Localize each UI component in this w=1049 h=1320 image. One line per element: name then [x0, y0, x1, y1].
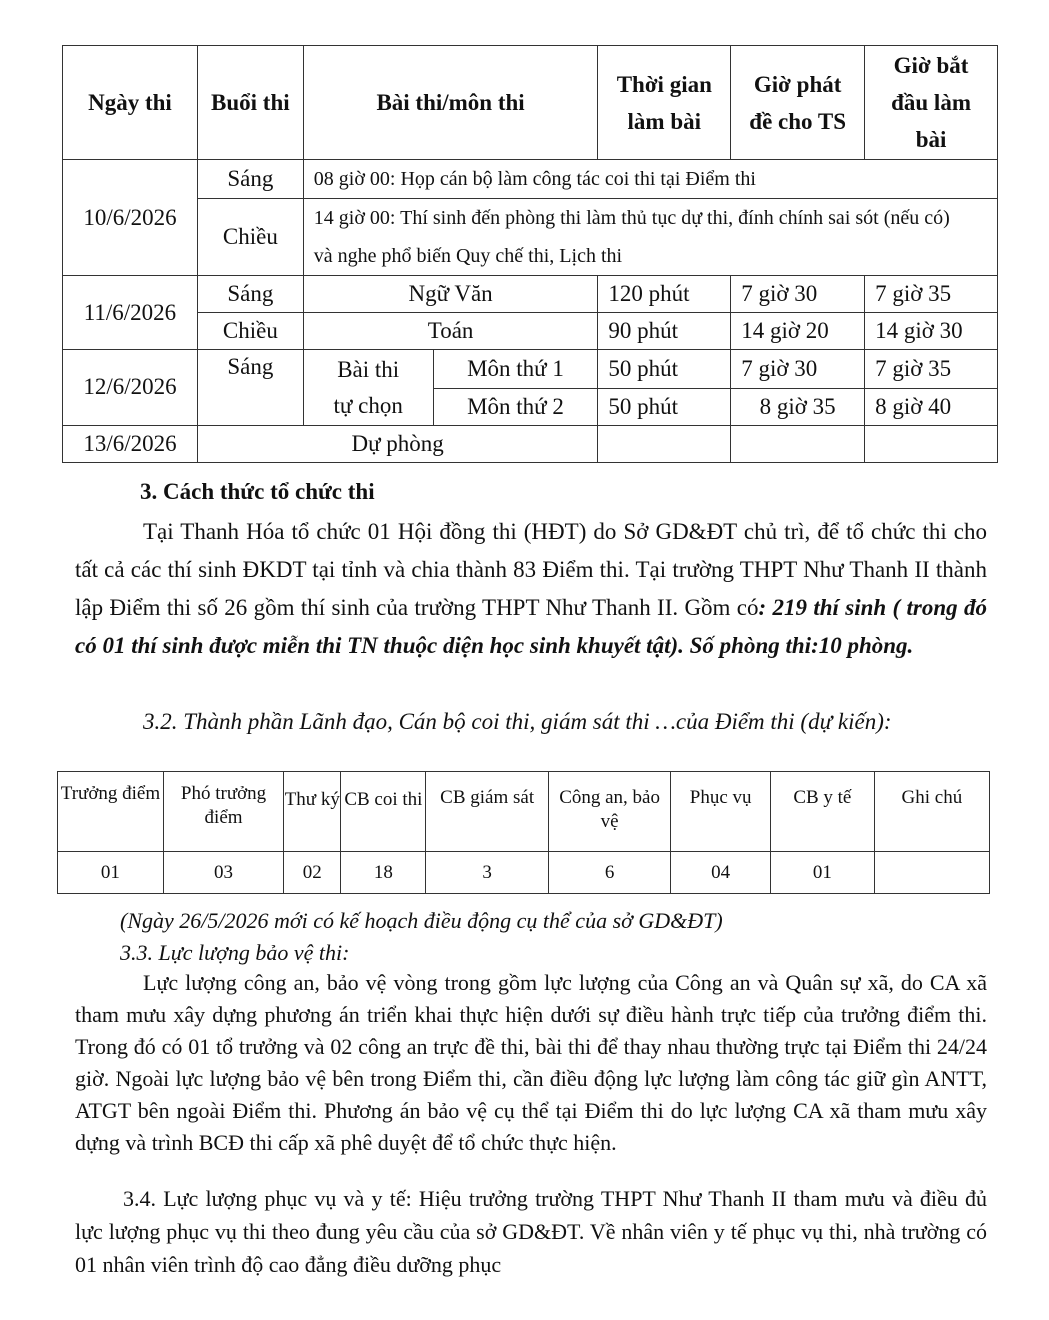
table-row: [63, 160, 998, 199]
staff-value: [874, 852, 989, 894]
empty-cell: [865, 425, 998, 462]
header-give-time: Giờ phát đề cho TS: [731, 46, 865, 160]
start-time-cell: 8 giờ 40: [865, 388, 998, 425]
schedule-header-row: [63, 46, 998, 160]
note-cell: 14 giờ 00: Thí sinh đến phòng thi làm thủ tục dự thi, đính chính sai sót (nếu có): [303, 199, 997, 238]
subject-cell: Môn thứ 1: [433, 350, 598, 389]
start-time-cell: 14 giờ 30: [865, 313, 998, 350]
staff-note: (Ngày 26/5/2026 mới có kế hoạch điều động cụ thể của sở GD&ĐT): [120, 908, 723, 933]
exam-schedule-table: [62, 45, 998, 463]
duration-cell: 50 phút: [598, 350, 731, 389]
staff-value: 18: [341, 852, 426, 894]
section-3-3-paragraph: Lực lượng công an, bảo vệ vòng trong gồm lực lượng của Công an và Quân sự xã, do CA xã tham mưu xây dựng phương án triển khai thực hiện dưới sự điều hành trực tiếp của trưởng điểm thi. Trong đó có 01 tổ trưởng và 02 công an trực đề thi, bài thi để thay nhau thường trực tại Điểm thi 24/24 giờ. Ngoài lực lượng bảo vệ bên trong Điểm thi, cần điều động lực lượng làm công tác giữ gìn ANTT, ATGT bên ngoài Điểm thi. Phương án bảo vệ cụ thể tại Điểm thi do lực lượng CA xã tham mưu xây dựng và trình BCĐ thi cấp xã phê duyệt để tổ chức thực hiện.: [75, 970, 987, 1155]
session-cell: Sáng: [197, 350, 303, 426]
date-cell: 13/6/2026: [63, 425, 198, 462]
header-note: Ghi chú: [874, 772, 989, 852]
section-3-title: 3. Cách thức tổ chức thi: [140, 479, 375, 504]
header-supervisor: CB giám sát: [426, 772, 548, 852]
give-time-cell: 14 giờ 20: [731, 313, 865, 350]
section-3-2-title: 3.2. Thành phần Lãnh đạo, Cán bộ coi thi, giám sát thi …của Điểm thi (dự kiến):: [143, 709, 892, 734]
header-medical: CB y tế: [770, 772, 874, 852]
note-cell: và nghe phổ biến Quy chế thi, Lịch thi: [303, 237, 997, 276]
give-time-cell: 7 giờ 30: [731, 350, 865, 389]
staff-value: 03: [163, 852, 283, 894]
start-time-cell: 7 giờ 35: [865, 276, 998, 313]
group-cell: tự chọn: [303, 388, 433, 425]
table-row: [63, 313, 998, 350]
date-cell: 11/6/2026: [63, 276, 198, 350]
section-3-4-paragraph: 3.4. Lực lượng phục vụ và y tế: Hiệu trưởng trường THPT Như Thanh II tham mưu và điều đủ lực lượng phục vụ thi theo đung yêu cầu của sở GD&ĐT. Về nhân viên y tế phục vụ thi, nhà trường có 01 nhân viên trình độ cao đẳng điều dưỡng phục: [75, 1186, 987, 1277]
header-start-time: Giờ bắt đầu làm bài: [865, 46, 998, 160]
reserve-cell: Dự phòng: [197, 425, 597, 462]
session-cell: Sáng: [197, 276, 303, 313]
subject-cell: Toán: [303, 313, 598, 350]
group-cell: Bài thi: [303, 350, 433, 389]
note-cell: 08 giờ 00: Họp cán bộ làm công tác coi thi tại Điểm thi: [303, 160, 997, 199]
subject-cell: Ngữ Văn: [303, 276, 598, 313]
duration-cell: 50 phút: [598, 388, 731, 425]
session-cell: Sáng: [197, 160, 303, 199]
header-proctor: CB coi thi: [341, 772, 426, 852]
header-duration: Thời gian làm bài: [598, 46, 731, 160]
staff-value: 04: [671, 852, 771, 894]
empty-cell: [598, 425, 731, 462]
table-row: [63, 276, 998, 313]
staff-value: 01: [58, 852, 164, 894]
session-cell: Chiều: [197, 313, 303, 350]
header-deputy: Phó trưởng điểm: [163, 772, 283, 852]
give-time-cell: 8 giờ 35: [731, 388, 865, 425]
section-3-paragraph: [75, 513, 987, 665]
header-date: Ngày thi: [63, 46, 198, 160]
header-session: Buổi thi: [197, 46, 303, 160]
date-cell: 12/6/2026: [63, 350, 198, 426]
duration-cell: 120 phút: [598, 276, 731, 313]
table-row: [63, 350, 998, 389]
header-service: Phục vụ: [671, 772, 771, 852]
duration-cell: 90 phút: [598, 313, 731, 350]
section-3-bold-text: : 219 thí sinh ( trong đó có 01 thí sinh được miễn thi TN thuộc diện học sinh khuyết tật). Số phòng thi:10 phòng.: [75, 595, 987, 658]
start-time-cell: 7 giờ 35: [865, 350, 998, 389]
staff-value: 3: [426, 852, 548, 894]
staff-value: 01: [770, 852, 874, 894]
session-cell: Chiều: [197, 199, 303, 276]
header-head: Trưởng điểm: [58, 772, 164, 852]
staff-value: 02: [284, 852, 341, 894]
table-row: [58, 852, 990, 894]
staff-table: [57, 771, 990, 894]
staff-value: 6: [548, 852, 670, 894]
table-row: [63, 425, 998, 462]
header-subject: Bài thi/môn thi: [303, 46, 598, 160]
table-row: [63, 199, 998, 238]
section-3-3-title: 3.3. Lực lượng bảo vệ thi:: [120, 940, 350, 965]
give-time-cell: 7 giờ 30: [731, 276, 865, 313]
header-police: Công an, bảo vệ: [548, 772, 670, 852]
header-secretary: Thư ký: [284, 772, 341, 852]
date-cell: 10/6/2026: [63, 160, 198, 276]
subject-cell: Môn thứ 2: [433, 388, 598, 425]
empty-cell: [731, 425, 865, 462]
staff-header-row: [58, 772, 990, 852]
section-3-text: Tại Thanh Hóa tổ chức 01 Hội đồng thi (HĐT) do Sở GD&ĐT chủ trì, để tổ chức thi cho tất cả các thí sinh ĐKDT tại tỉnh và chia thành 83 Điểm thi. Tại trường THPT Như Thanh II thành lập Điểm thi số 26 gồm thí sinh của trường THPT Như Thanh II. Gồm có: [75, 519, 987, 620]
